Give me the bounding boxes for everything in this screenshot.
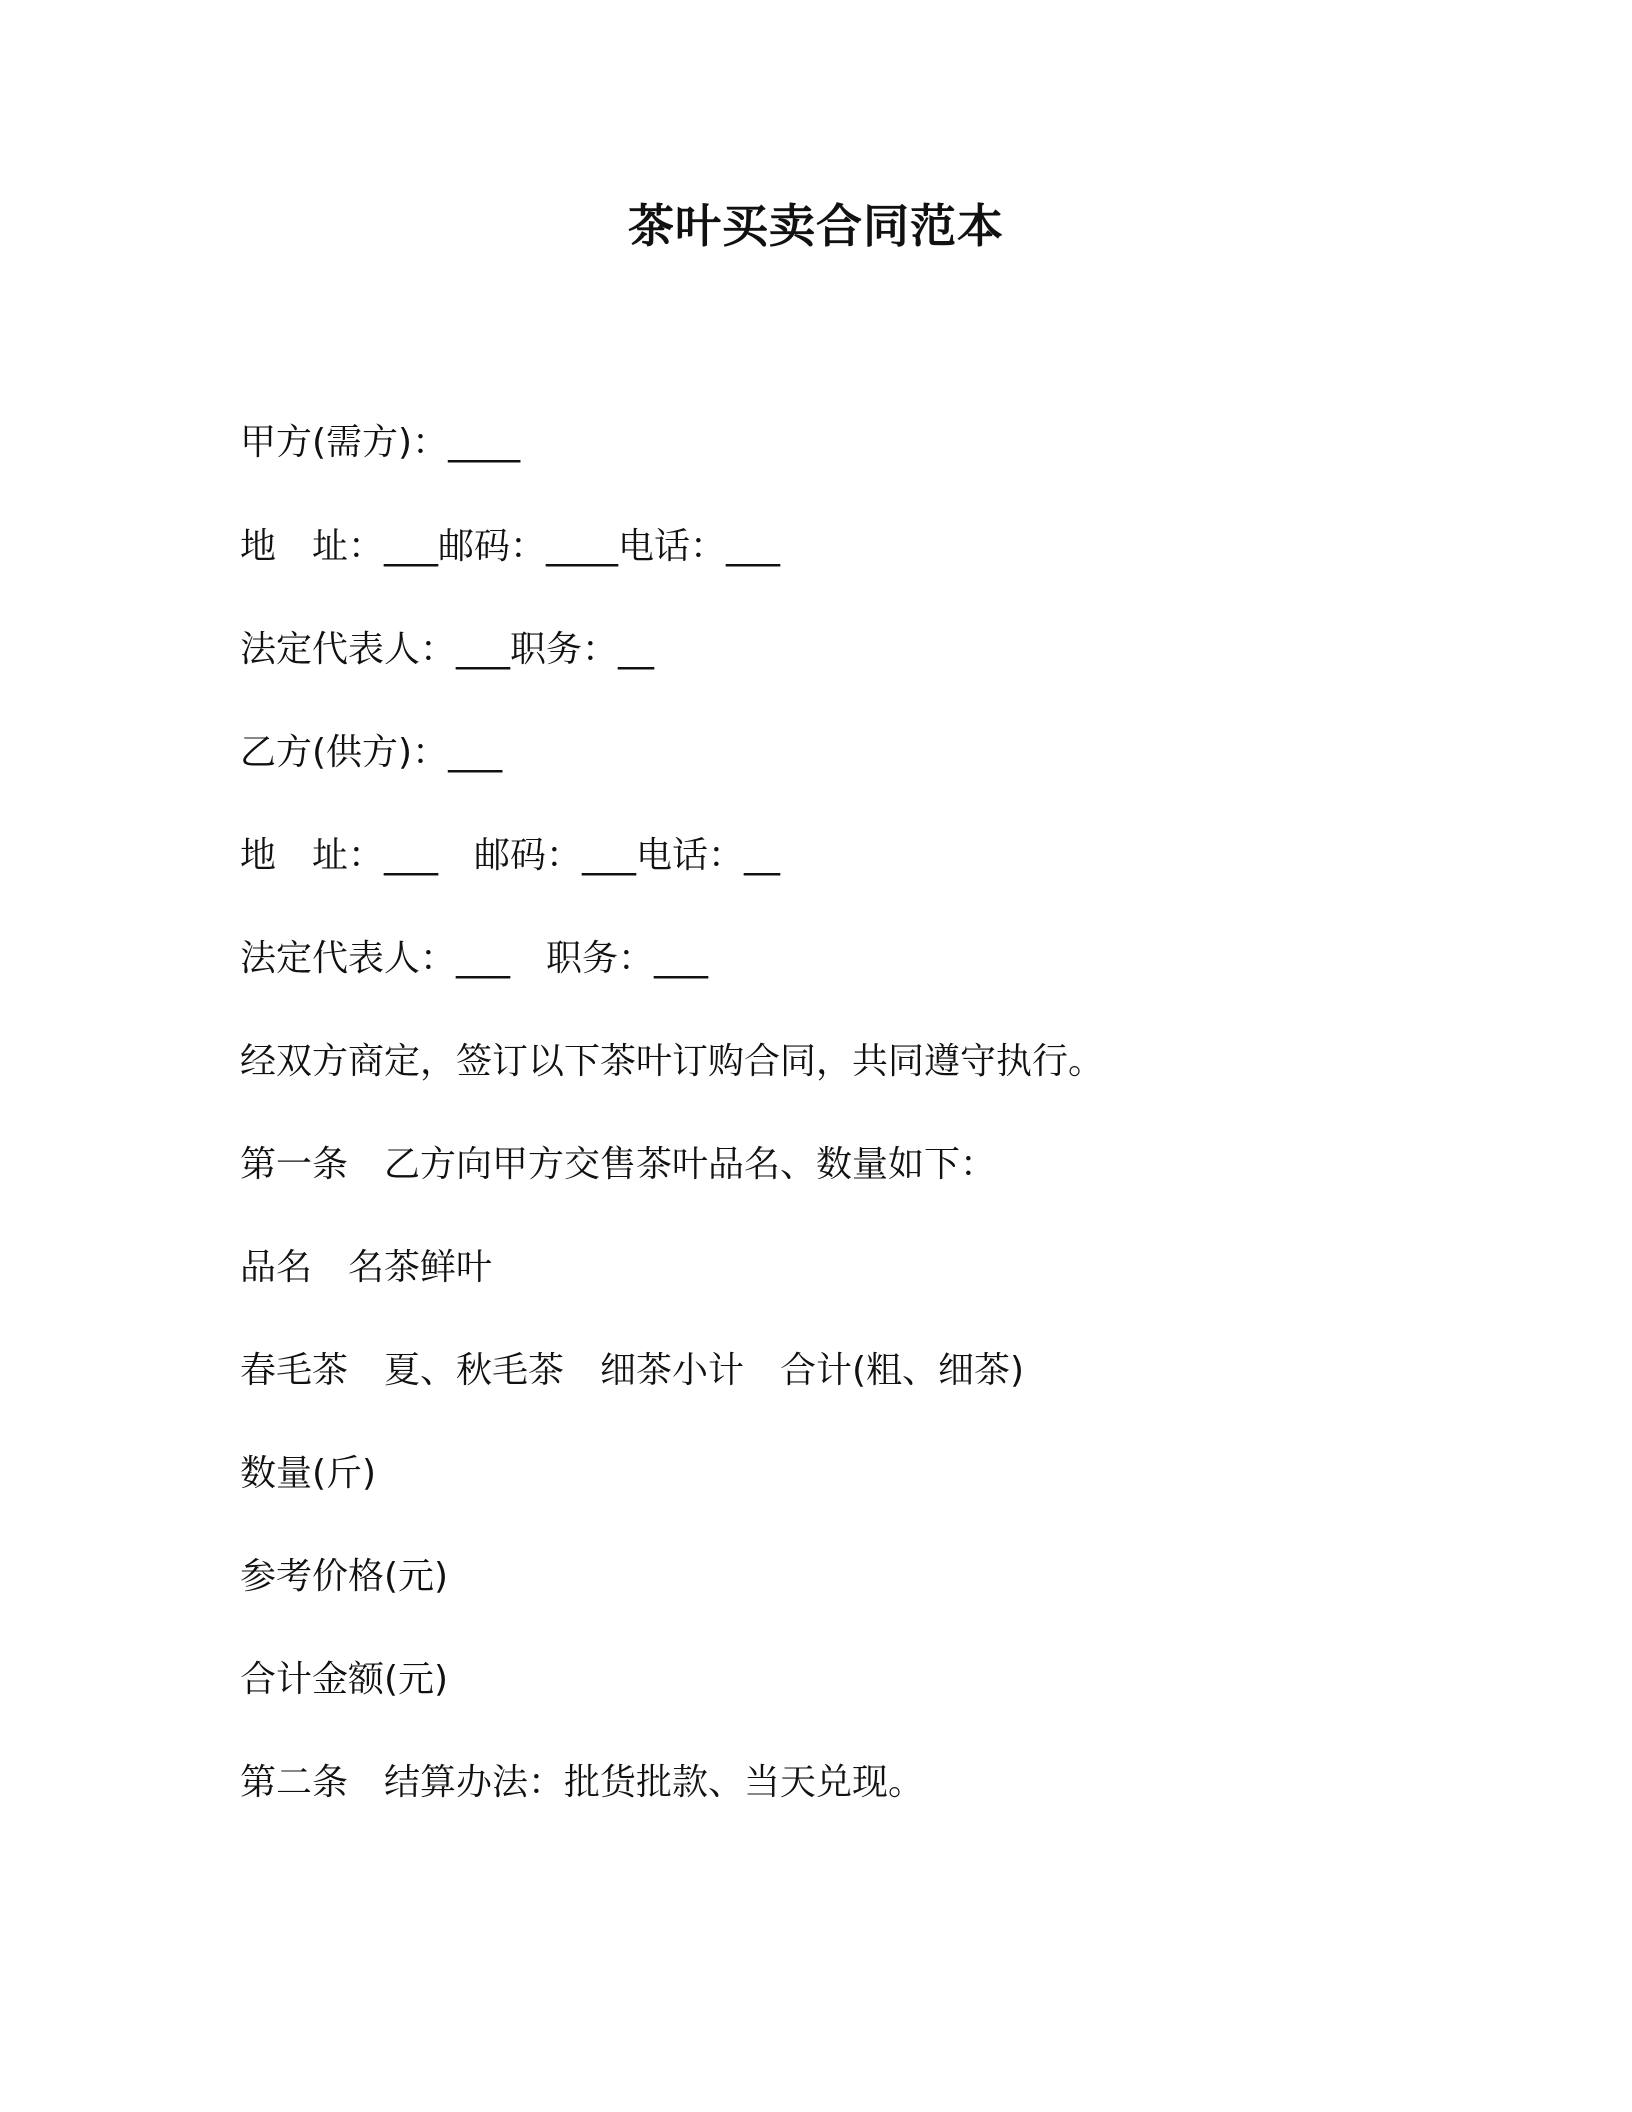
- reference-price-line: 参考价格(元): [240, 1556, 449, 1597]
- quantity-line: 数量(斤): [240, 1453, 377, 1494]
- document-title: 茶叶买卖合同范本: [628, 199, 1004, 253]
- total-amount-line: 合计金额(元): [240, 1659, 449, 1700]
- agreement-statement: 经双方商定，签订以下茶叶订购合同，共同遵守执行。: [240, 1041, 1105, 1082]
- party-a-address-line: 地 址：___邮码：____电话：___: [240, 526, 781, 567]
- party-b-name-line: 乙方(供方)：___: [240, 732, 503, 773]
- party-a-name-line: 甲方(需方)：____: [240, 422, 521, 463]
- party-b-representative-line: 法定代表人：___ 职务：___: [240, 938, 709, 979]
- tea-categories-line: 春毛茶 夏、秋毛茶 细茶小计 合计(粗、细茶): [240, 1350, 1025, 1391]
- party-b-address-line: 地 址：___ 邮码：___电话：__: [240, 835, 781, 876]
- article-two: 第二条 结算办法：批货批款、当天兑现。: [240, 1762, 925, 1803]
- product-name-line: 品名 名茶鲜叶: [240, 1247, 493, 1288]
- article-one: 第一条 乙方向甲方交售茶叶品名、数量如下：: [240, 1144, 997, 1185]
- party-a-representative-line: 法定代表人：___职务：__: [240, 629, 655, 670]
